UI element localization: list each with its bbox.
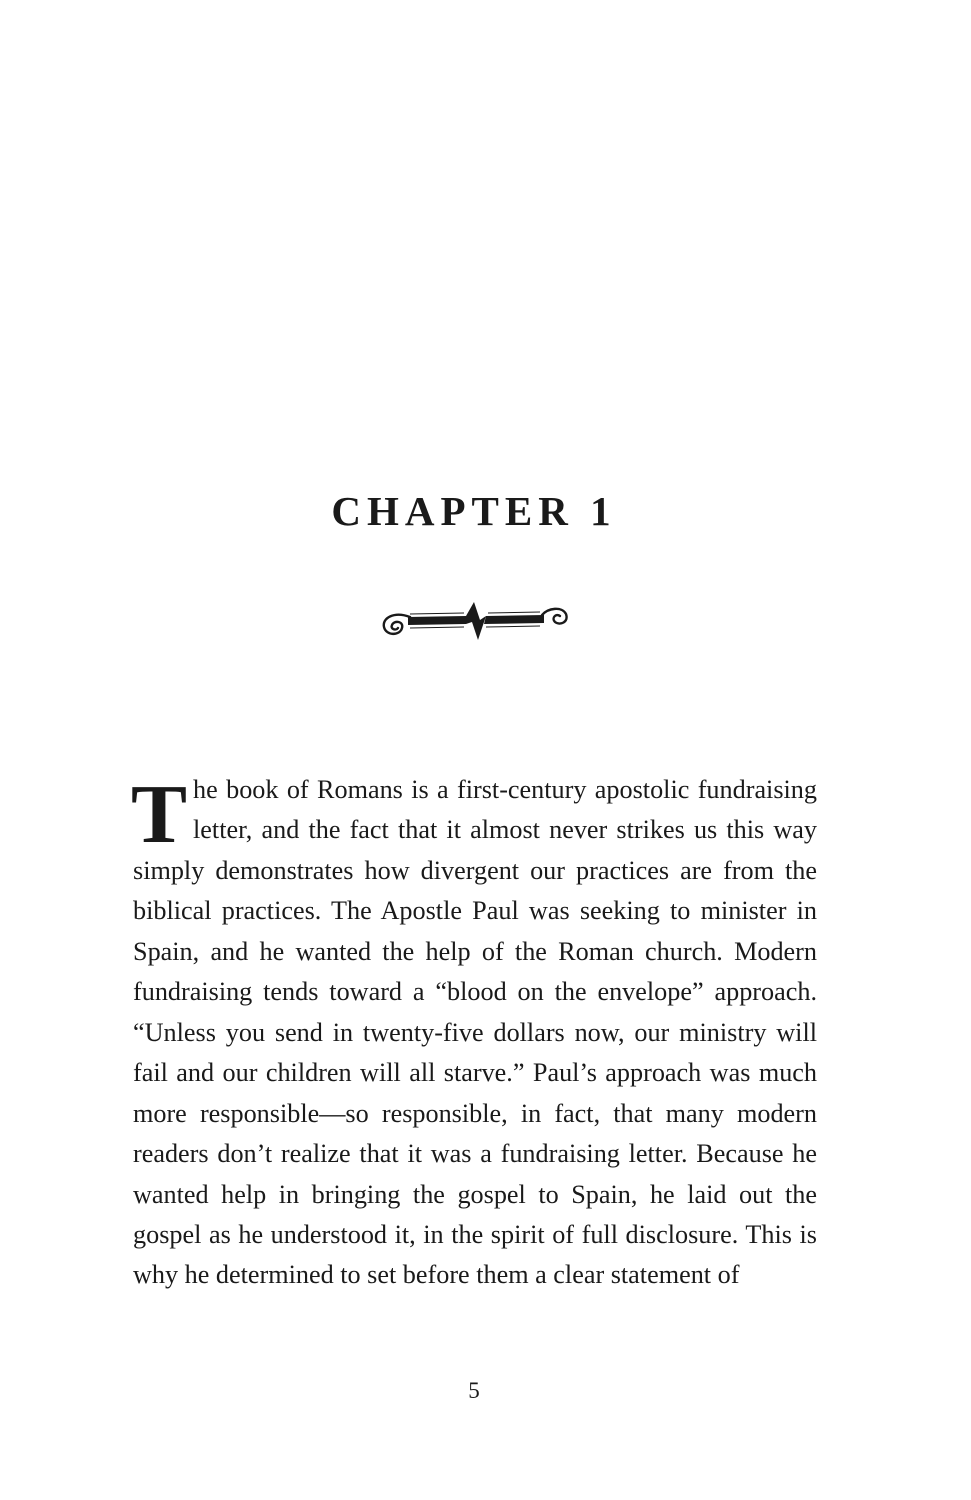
decorative-flourish-icon bbox=[380, 594, 570, 646]
page-number: 5 bbox=[468, 1378, 480, 1403]
chapter-heading: CHAPTER 1 bbox=[331, 488, 617, 534]
drop-cap: T bbox=[131, 768, 188, 861]
body-paragraph-text: he book of Romans is a first-century apostolic fundraising letter, and the fact that it almost never strikes us this way simply demonstrates how divergent our practices are from the biblical practices. The Apostle Paul was seeking to minister in Spain, and he wanted the help of the Roman church. Modern fundraising tends toward a “blood on the envelope” approach. “Unless you send in twenty-five dollars now, our ministry will fail and our children will all starve.” Paul’s approach was much more responsible—so responsible, in fact, that many modern readers don’t realize that it was a fundraising letter. Because he wanted help in bringing the gospel to Spain, he laid out the gospel as he understood it, in the spirit of full disclosure. This is why he determined to set before them a clear statement of bbox=[133, 775, 817, 1290]
body-paragraph bbox=[133, 770, 817, 1296]
